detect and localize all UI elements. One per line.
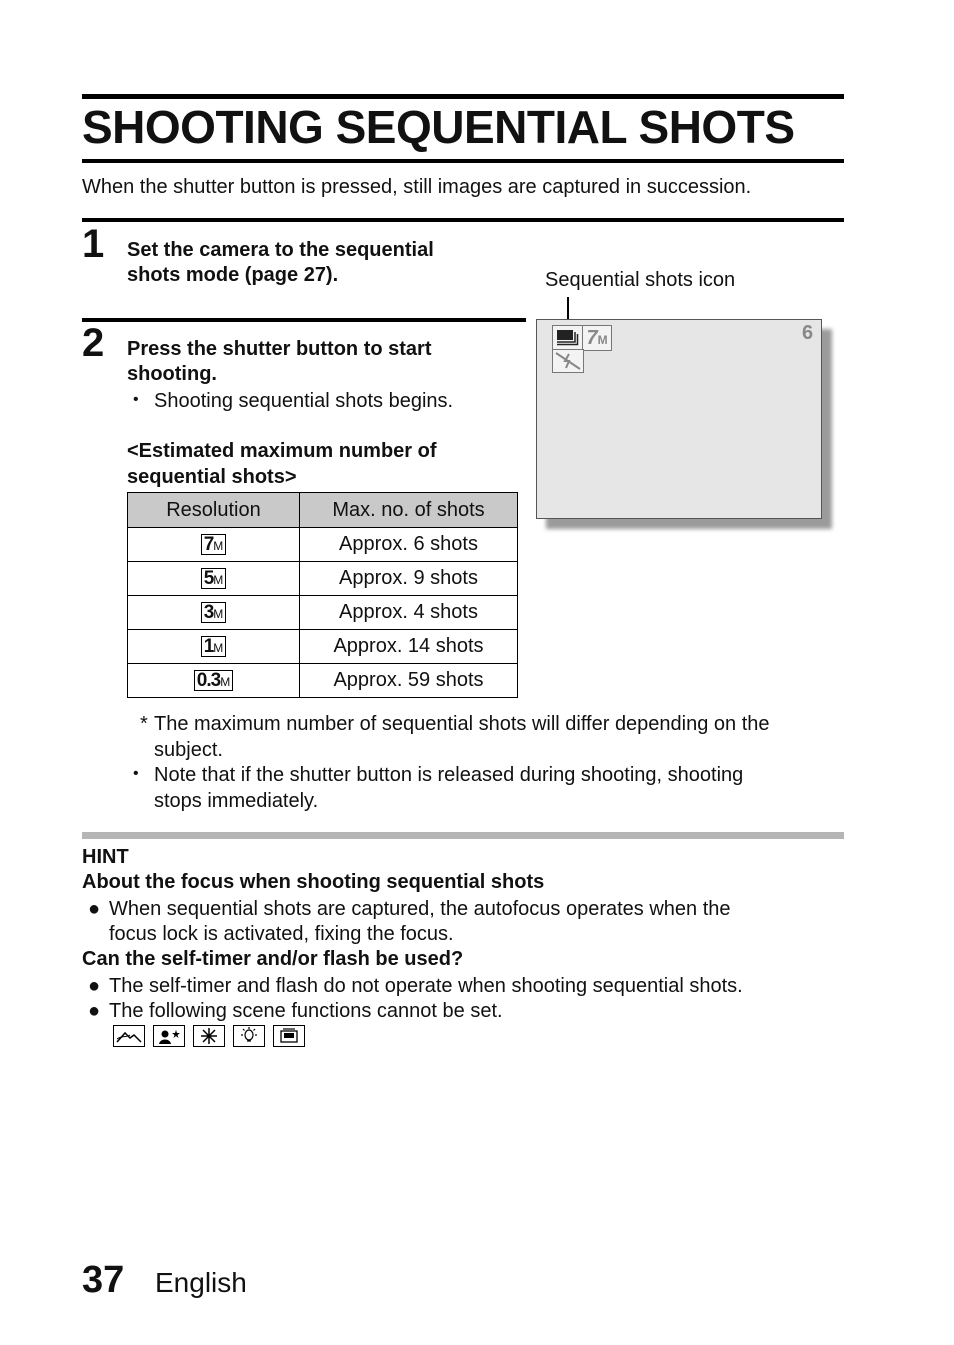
table-header-row: [128, 493, 518, 528]
column-header-max-shots: Max. no. of shots: [300, 493, 518, 528]
step2-text-line1: Press the shutter button to start: [127, 338, 432, 360]
step1-text-line2: shots mode (page 27).: [127, 264, 339, 286]
step2-rule: [82, 318, 526, 322]
hint-focus-line2: focus lock is activated, fixing the focus.: [109, 923, 454, 945]
step2-bullet-dot: •: [133, 391, 139, 408]
page-title: SHOOTING SEQUENTIAL SHOTS: [82, 101, 795, 153]
page-number: 37: [82, 1259, 125, 1301]
hint-label: HINT: [82, 846, 129, 868]
camera-lcd-screen: [536, 319, 822, 519]
shots-cell: Approx. 9 shots: [300, 562, 518, 596]
step1-number: 1: [82, 222, 105, 266]
table-row: [128, 562, 518, 596]
resolution-cell: [128, 630, 300, 664]
flash-off-icon: [552, 349, 584, 373]
bullet-dot: ●: [88, 898, 101, 920]
shots-cell: Approx. 14 shots: [300, 630, 518, 664]
step1-text-line1: Set the camera to the sequential: [127, 239, 434, 261]
resolution-number: 5: [203, 568, 214, 590]
bullet-dot: ●: [88, 975, 101, 997]
resolution-unit: M: [213, 641, 224, 656]
lamp-scene-icon: [233, 1025, 265, 1047]
hint-heading-timer-flash: Can the self-timer and/or flash be used?: [82, 948, 464, 970]
title-top-rule: [82, 94, 844, 99]
estimate-heading-line2: sequential shots>: [127, 466, 297, 488]
shots-cell: Approx. 59 shots: [300, 664, 518, 698]
table-row: [128, 630, 518, 664]
resolution-cell: [128, 664, 300, 698]
resolution-cell: [128, 562, 300, 596]
table-row: [128, 596, 518, 630]
resolution-unit: M: [213, 607, 224, 622]
hint-focus-line1: When sequential shots are captured, the autofocus operates when the: [109, 898, 731, 920]
note1-line1: The maximum number of sequential shots will differ depending on the: [154, 713, 770, 735]
resolution-icon: [201, 602, 227, 623]
bullet-dot: ●: [88, 1000, 101, 1022]
resolution-icon: [201, 568, 227, 589]
resolution-number: 3: [203, 602, 214, 624]
step2-text-line2: shooting.: [127, 363, 217, 385]
sequential-shots-glyph: [553, 326, 583, 350]
sequential-shots-icon: [552, 325, 584, 351]
landscape-scene-icon: [113, 1025, 145, 1047]
resolution-number: 1: [203, 636, 214, 658]
note2-bullet-dot: •: [133, 765, 139, 782]
column-header-resolution: Resolution: [128, 493, 300, 528]
sequential-shots-table: [127, 492, 518, 698]
resolution-unit: M: [213, 573, 224, 588]
resolution-icon: [194, 670, 233, 691]
table-row: [128, 664, 518, 698]
estimate-heading-line1: <Estimated maximum number of: [127, 440, 437, 462]
note1-line2: subject.: [154, 739, 223, 761]
step1-rule: [82, 218, 844, 222]
document-scene-icon: [273, 1025, 305, 1047]
table-row: [128, 528, 518, 562]
intro-text: When the shutter button is pressed, still images are captured in succession.: [82, 176, 752, 198]
lcd-resolution-number: 7: [586, 327, 598, 349]
lcd-resolution-icon: [582, 325, 612, 351]
remaining-shots-count: 6: [802, 322, 814, 344]
hint-scene-text: The following scene functions cannot be set.: [109, 1000, 503, 1022]
resolution-number: 7: [203, 534, 214, 556]
resolution-icon: [201, 636, 227, 657]
hint-divider: [82, 832, 844, 839]
step2-bullet-text: Shooting sequential shots begins.: [154, 390, 454, 412]
resolution-icon: [201, 534, 227, 555]
hint-timer-flash-text: The self-timer and flash do not operate when shooting sequential shots.: [109, 975, 743, 997]
resolution-cell: [128, 596, 300, 630]
flash-off-glyph: [553, 350, 583, 372]
resolution-unit: M: [213, 539, 224, 554]
night-portrait-scene-icon: [153, 1025, 185, 1047]
callout-label: Sequential shots icon: [545, 269, 736, 291]
shots-cell: Approx. 4 shots: [300, 596, 518, 630]
note-asterisk: *: [140, 713, 148, 735]
title-bottom-rule: [82, 159, 844, 163]
lcd-resolution-unit: M: [597, 333, 608, 347]
language-label: English: [155, 1267, 247, 1298]
resolution-number: 0.3: [196, 670, 221, 692]
note2-line1: Note that if the shutter button is released during shooting, shooting: [154, 764, 744, 786]
resolution-cell: [128, 528, 300, 562]
hint-heading-focus: About the focus when shooting sequential shots: [82, 871, 545, 893]
step2-number: 2: [82, 321, 105, 365]
note2-line2: stops immediately.: [154, 790, 319, 812]
shots-cell: Approx. 6 shots: [300, 528, 518, 562]
resolution-unit: M: [220, 675, 231, 690]
fireworks-scene-icon: [193, 1025, 225, 1047]
